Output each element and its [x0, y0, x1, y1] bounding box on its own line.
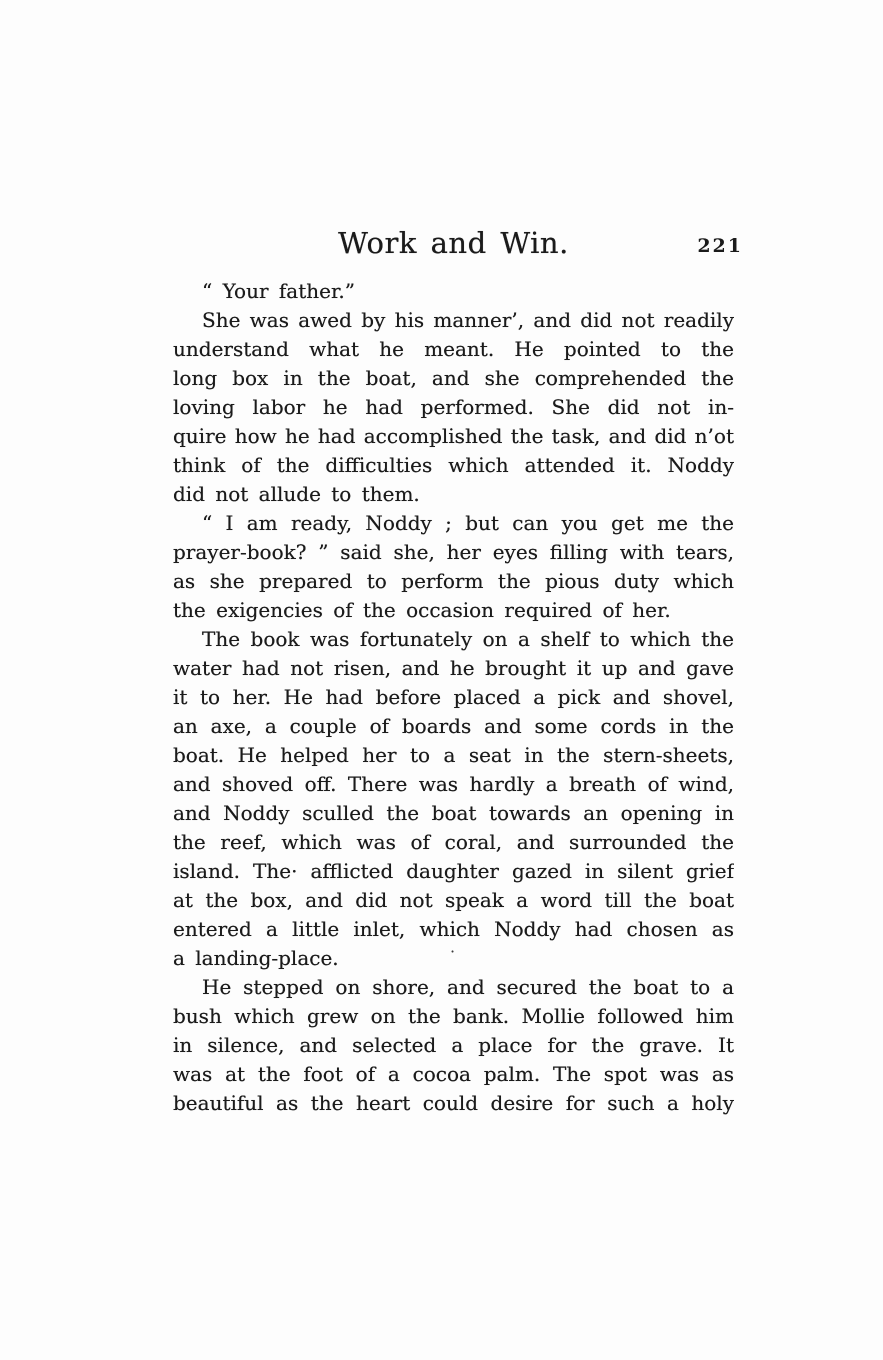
- text-line: loving labor he had performed. She did not in-: [173, 395, 734, 419]
- text-line: “ Your father.”: [202, 279, 355, 303]
- scan-speck: ·: [450, 942, 456, 961]
- text-line: a landing-place.: [173, 946, 339, 970]
- text-line: it to her. He had before placed a pick and shovel,: [173, 685, 734, 709]
- text-line: entered a little inlet, which Noddy had chosen as: [173, 917, 734, 941]
- text-line: prayer-book? ” said she, her eyes filling with tears,: [173, 540, 734, 564]
- text-line: boat. He helped her to a seat in the stern-sheets,: [173, 743, 734, 767]
- text-line: an axe, a couple of boards and some cords in the: [173, 714, 734, 738]
- text-line: bush which grew on the bank. Mollie followed him: [173, 1004, 734, 1028]
- text-line: quire how he had accomplished the task, and did n’ot: [173, 424, 734, 448]
- text-line: as she prepared to perform the pious duty which: [173, 569, 734, 593]
- text-line: the reef, which was of coral, and surrounded the: [173, 830, 734, 854]
- text-line: water had not risen, and he brought it up and gave: [173, 656, 734, 680]
- text-line: He stepped on shore, and secured the boat to a: [202, 975, 734, 999]
- text-line: and Noddy sculled the boat towards an opening in: [173, 801, 734, 825]
- text-line: the exigencies of the occasion required of her.: [173, 598, 671, 622]
- text-line: understand what he meant. He pointed to the: [173, 337, 734, 361]
- page-number: 221: [697, 235, 743, 257]
- text-line: She was awed by his manner’, and did not readily: [202, 308, 734, 332]
- text-line: The book was fortunately on a shelf to which the: [202, 627, 734, 651]
- text-line: at the box, and did not speak a word till the boat: [173, 888, 734, 912]
- text-line: in silence, and selected a place for the grave. It: [173, 1033, 734, 1057]
- text-line: “ I am ready, Noddy ; but can you get me the: [202, 511, 734, 535]
- text-line: beautiful as the heart could desire for such a holy: [173, 1091, 734, 1115]
- running-title: Work and Win.: [338, 226, 569, 260]
- text-line: long box in the boat, and she comprehended the: [173, 366, 734, 390]
- text-block: [173, 277, 734, 1118]
- text-line: think of the difficulties which attended it. Noddy: [173, 453, 734, 477]
- page-header: [173, 226, 743, 276]
- text-line: was at the foot of a cocoa palm. The spot was as: [173, 1062, 734, 1086]
- text-line: did not allude to them.: [173, 482, 420, 506]
- text-line: and shoved off. There was hardly a breath of wind,: [173, 772, 734, 796]
- text-line: island. The· afflicted daughter gazed in silent grief: [173, 859, 734, 883]
